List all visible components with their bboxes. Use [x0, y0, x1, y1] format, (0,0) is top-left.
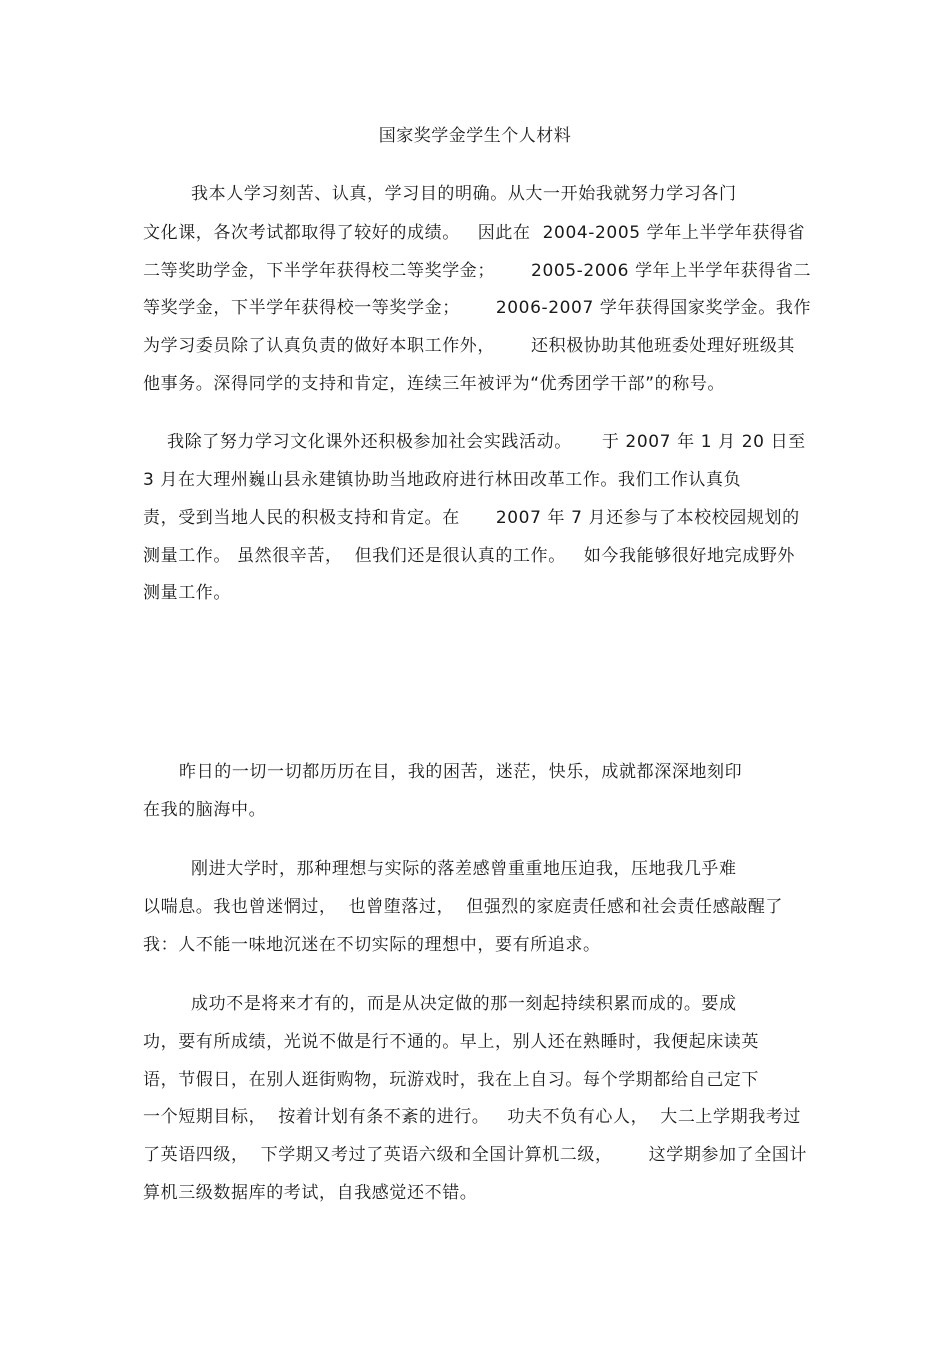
paragraph-line: 语，节假日，在别人逛街购物，玩游戏时，我在上自习。每个学期都给自己定下: [143, 1070, 759, 1090]
paragraph-line: 我本人学习刻苦、认真，学习目的明确。从大一开始我就努力学习各门: [143, 184, 737, 204]
paragraph-line: 3 月在大理州巍山县永建镇协助当地政府进行林田改革工作。我们工作认真负: [143, 470, 742, 490]
paragraph-line: 一个短期目标， 按着计划有条不紊的进行。 功夫不负有心人， 大二上学期我考过: [143, 1107, 802, 1127]
paragraph-line: 文化课，各次考试都取得了较好的成绩。 因此在 2004-2005 学年上半学年获得省: [143, 223, 806, 243]
document-title: 国家奖学金学生个人材料: [378, 126, 572, 146]
paragraph-line: 等奖学金，下半学年获得校一等奖学金； 2006-2007 学年获得国家奖学金。我作: [143, 298, 812, 318]
paragraph-line: 他事务。深得同学的支持和肯定，连续三年被评为“优秀团学干部”的称号。: [143, 374, 726, 394]
paragraph-line: 为学习委员除了认真负责的做好本职工作外， 还积极协助其他班委处理好班级其: [143, 336, 796, 356]
paragraph-line: 二等奖助学金，下半学年获得校二等奖学金； 2005-2006 学年上半学年获得省二: [143, 261, 812, 281]
paragraph-line: 以喘息。我也曾迷惘过， 也曾堕落过， 但强烈的家庭责任感和社会责任感敲醒了: [143, 897, 784, 917]
paragraph-line: 刚进大学时，那种理想与实际的落差感曾重重地压迫我，压地我几乎难: [143, 859, 737, 879]
paragraph-line: 功，要有所成绩，光说不做是行不通的。早上，别人还在熟睡时，我便起床读英: [143, 1032, 759, 1052]
paragraph-line: 测量工作。: [143, 583, 231, 603]
paragraph-line: 我：人不能一味地沉迷在不切实际的理想中，要有所追求。: [143, 935, 601, 955]
paragraph-line: 在我的脑海中。: [143, 800, 267, 820]
paragraph-line: 成功不是将来才有的，而是从决定做的那一刻起持续积累而成的。要成: [143, 994, 737, 1014]
paragraph-line: 昨日的一切一切都历历在目，我的困苦，迷茫，快乐，成就都深深地刻印: [143, 762, 743, 782]
paragraph-line: 我除了努力学习文化课外还积极参加社会实践活动。 于 2007 年 1 月 20 日至: [143, 432, 806, 452]
paragraph-line: 测量工作。 虽然很辛苦， 但我们还是很认真的工作。 如今我能够很好地完成野外: [143, 546, 796, 566]
paragraph-line: 责，受到当地人民的积极支持和肯定。在 2007 年 7 月还参与了本校校园规划的: [143, 508, 800, 528]
paragraph-line: 了英语四级， 下学期又考过了英语六级和全国计算机二级， 这学期参加了全国计: [143, 1145, 808, 1165]
paragraph-line: 算机三级数据库的考试，自我感觉还不错。: [143, 1183, 478, 1203]
